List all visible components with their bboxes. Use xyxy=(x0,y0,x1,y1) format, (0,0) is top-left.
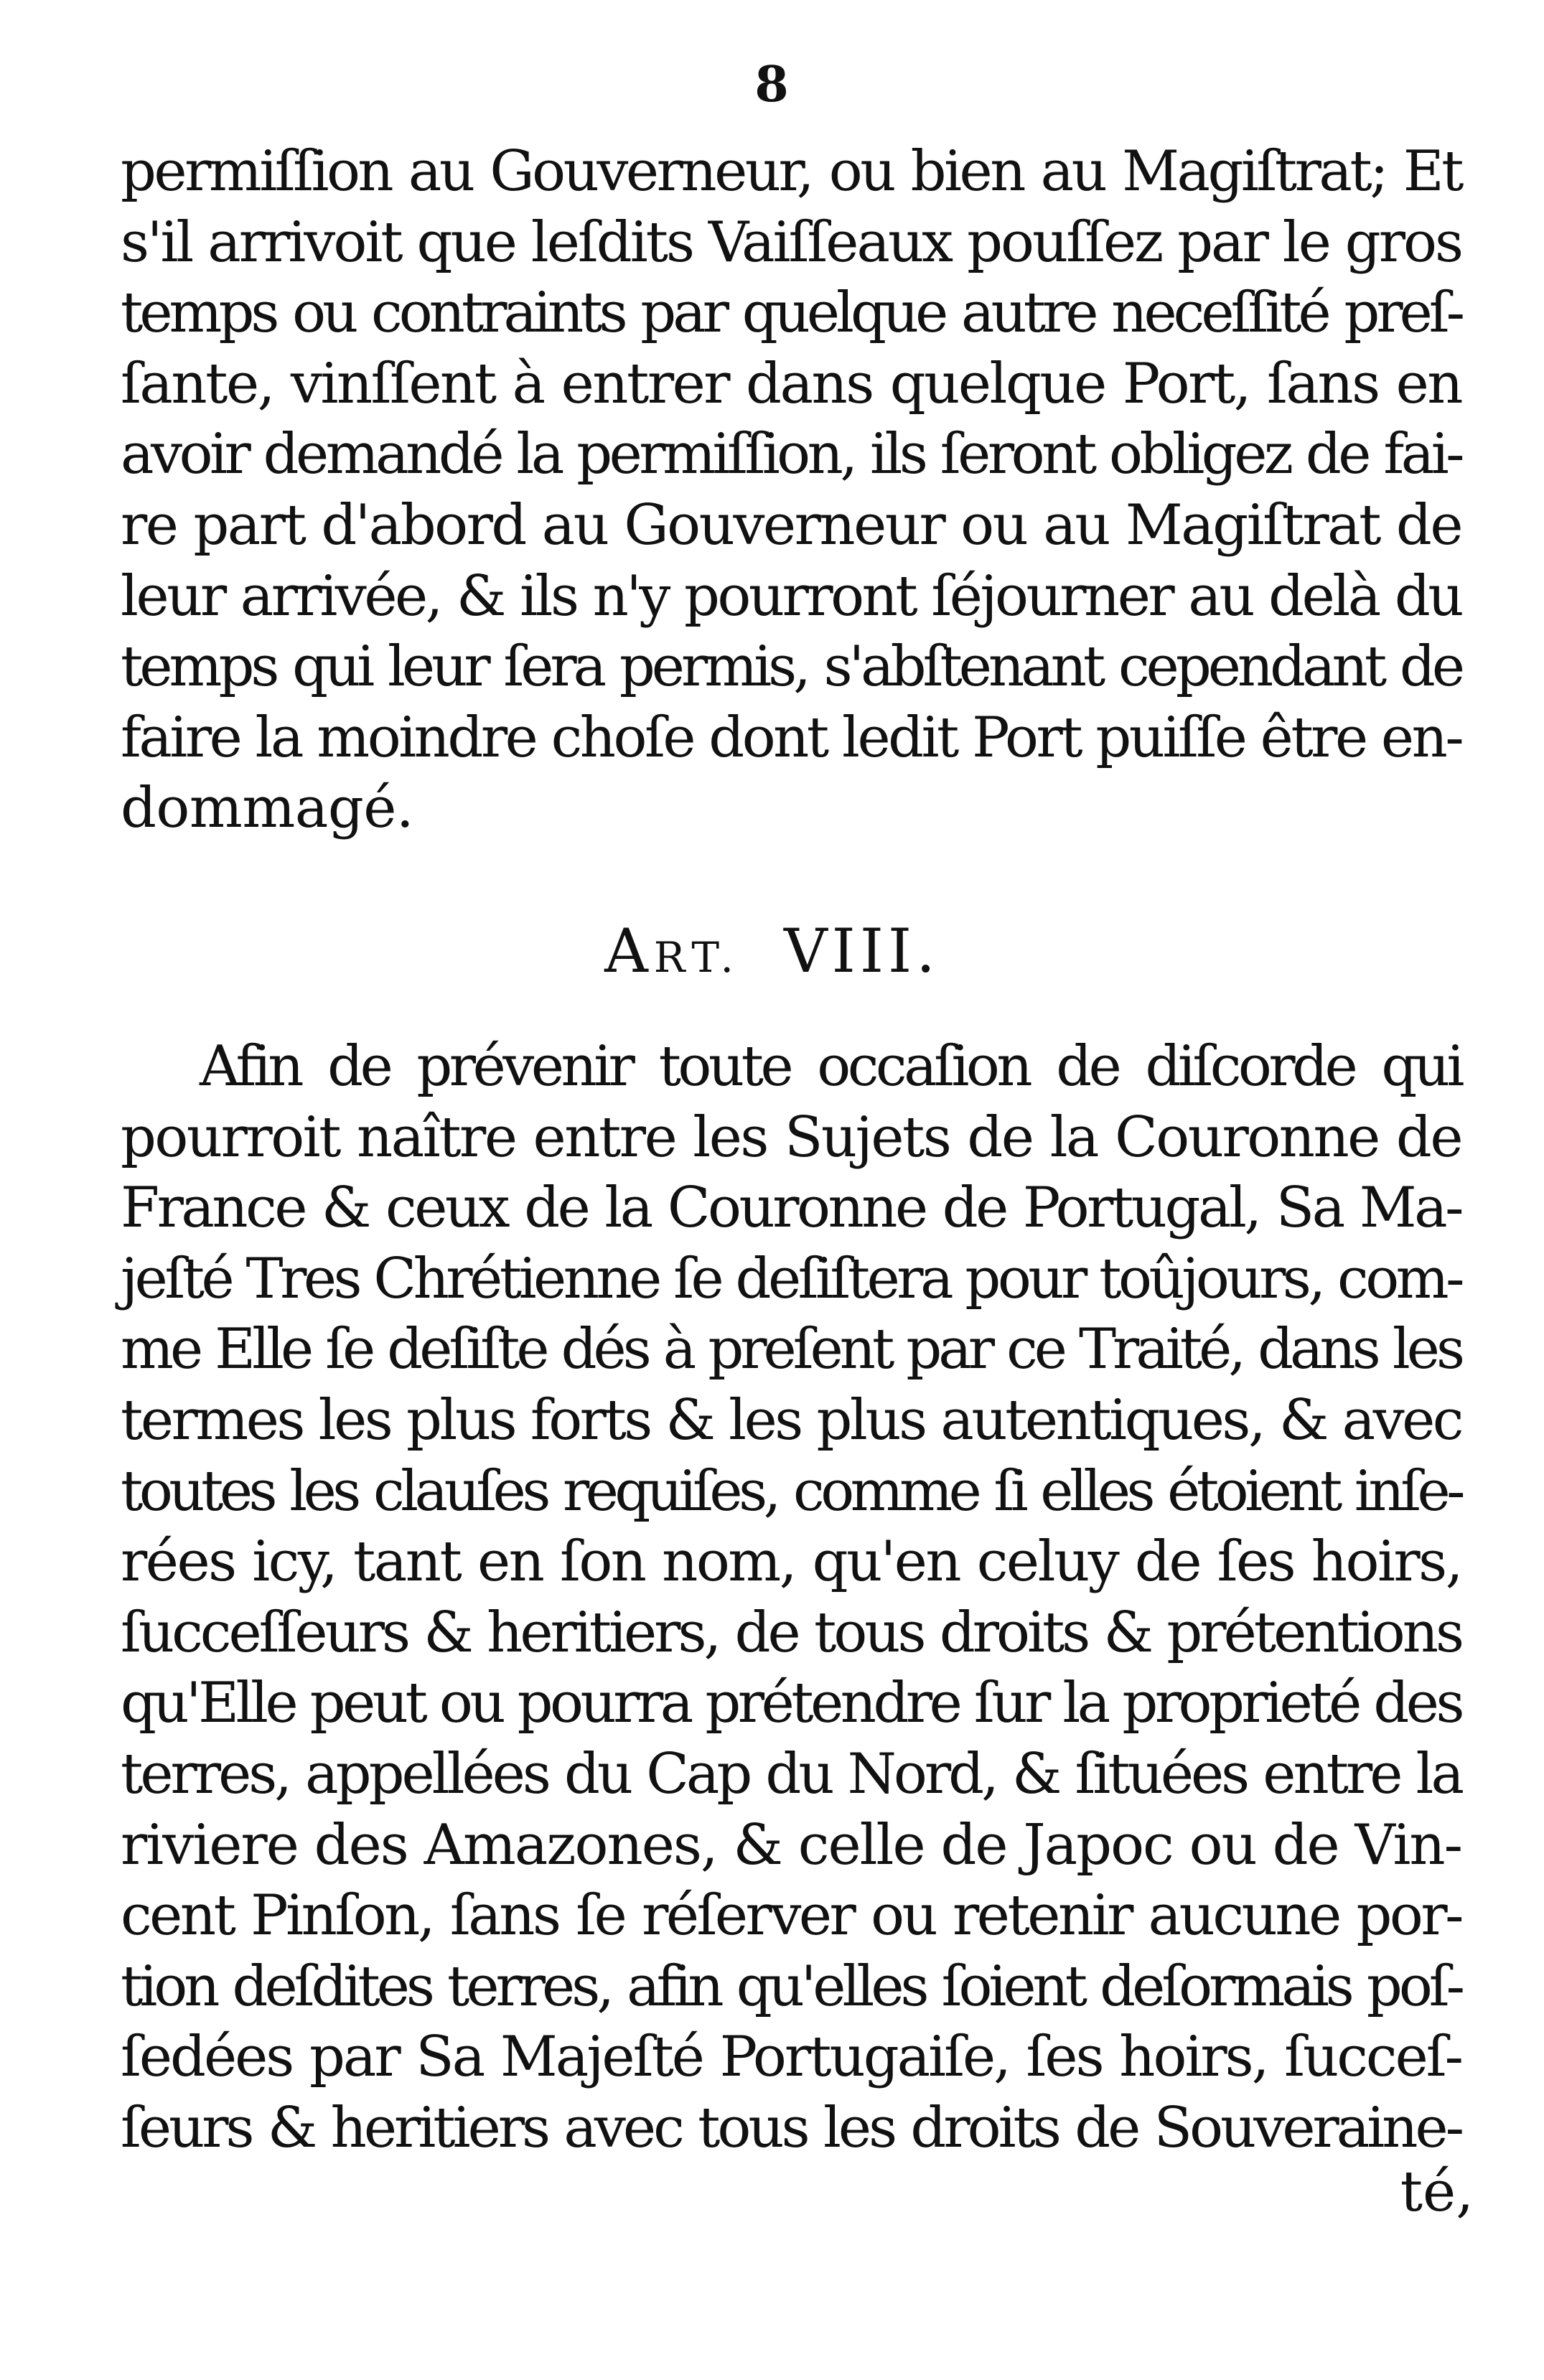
text-line: tion deſdites terres, afin qu'elles ſoient deſormais poſ- xyxy=(121,1954,1461,2019)
text-line: cent Pinſon, ſans ſe réſerver ou retenir aucune por- xyxy=(121,1883,1461,1949)
text-line: temps qui leur ſera permis, s'abſtenant cependant de xyxy=(121,634,1461,700)
article-heading-numeral: VIII. xyxy=(784,916,940,986)
article-heading-initial: A xyxy=(604,916,654,986)
paragraph-continuation xyxy=(121,136,1461,844)
text-line: me Elle ſe deſiſte dés à preſent par ce Traité, dans les xyxy=(121,1317,1461,1382)
article-heading-word: RT. xyxy=(653,933,741,982)
text-line: riviere des Amazones, & celle de Japoc ou de Vin- xyxy=(121,1812,1461,1878)
text-line: ſedées par Sa Majeſté Portugaiſe, ſes hoirs, ſucceſ- xyxy=(121,2025,1461,2090)
text-line: pourroit naître entre les Sujets de la Couronne de xyxy=(121,1105,1461,1170)
text-line: leur arrivée, & ils n'y pourront ſéjourner au delà du xyxy=(121,563,1461,629)
text-line: re part d'abord au Gouverneur ou au Magiſtrat de xyxy=(121,492,1461,558)
text-line: permiſſion au Gouverneur, ou bien au Magiſtrat; Et xyxy=(121,139,1461,204)
text-line: ſante, vinſſent à entrer dans quelque Port, ſans en xyxy=(121,351,1461,416)
text-line: faire la moindre choſe dont ledit Port puiſſe être en- xyxy=(121,705,1462,770)
article-heading xyxy=(0,915,1544,993)
text-line: ſucceſſeurs & heritiers, de tous droits & prétentions xyxy=(121,1600,1461,1665)
text-line: dommagé. xyxy=(121,776,414,841)
catchword: té, xyxy=(1400,2160,1474,2224)
text-line: France & ceux de la Couronne de Portugal, Sa Ma- xyxy=(121,1176,1461,1241)
text-line: ſeurs & heritiers avec tous les droits de Souveraine- xyxy=(121,2095,1461,2160)
text-line: terres, appellées du Cap du Nord, & ſituées entre la xyxy=(121,1741,1461,1807)
text-line: avoir demandé la permiſſion, ils ſeront obligez de fai- xyxy=(121,422,1461,487)
text-line: Afin de prévenir toute occaſion de diſcorde qui xyxy=(200,1034,1461,1099)
text-line: jeſté Tres Chrétienne ſe deſiſtera pour toûjours, com- xyxy=(121,1246,1461,1311)
text-line: temps ou contraints par quelque autre neceſſité preſ- xyxy=(121,281,1461,346)
text-line: qu'Elle peut ou pourra prétendre ſur la proprieté des xyxy=(121,1671,1461,1736)
article-paragraph xyxy=(121,1031,1461,2164)
page-number: 8 xyxy=(754,56,789,113)
text-line: s'il arrivoit que leſdits Vaiſſeaux pouſſez par le gros xyxy=(121,210,1461,275)
text-line: rées icy, tant en ſon nom, qu'en celuy de ſes hoirs, xyxy=(121,1529,1461,1595)
text-line: toutes les clauſes requiſes, comme ſi elles étoient inſe- xyxy=(121,1458,1461,1524)
text-line: termes les plus forts & les plus autentiques, & avec xyxy=(121,1387,1461,1453)
